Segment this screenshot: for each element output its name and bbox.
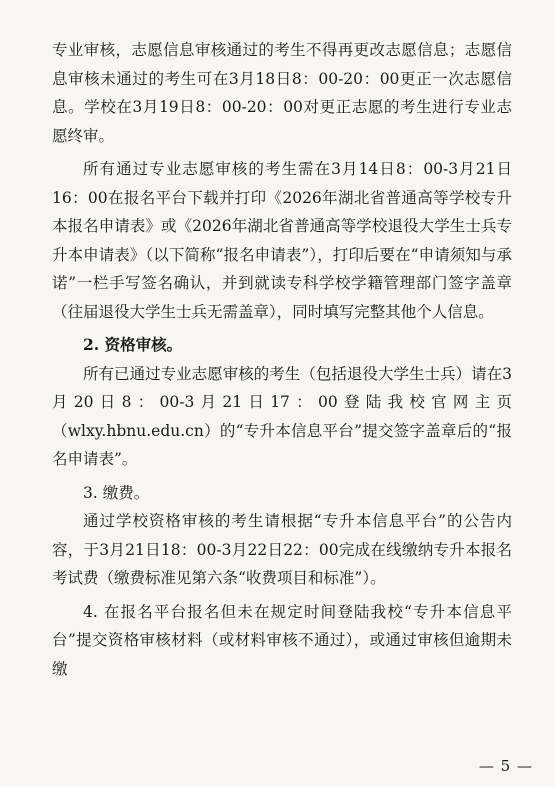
paragraph-qualification-review: 所有已通过专业志愿审核的考生（包括退役大学生士兵）请在3月20日8：00-3月21日17：00登陆我校官网主页（wlxy.hbnu.edu.cn）的“专升本信息平台”提交签字盖章后的“报名申请表”。: [52, 364, 512, 468]
paragraph-application-form: 所有通过专业志愿审核的考生需在3月14日8：00-3月21日16：00在报名平台下载并打印《2026年湖北省普通高等学校专升本报名申请表》或《2026年湖北省普通高等学校退役大学生士兵专升本申请表》（以下简称“报名申请表”），打印后要在“申请须知与承诺”一栏手写签名确认，并到就读专科学校学籍管理部门签字盖章（往届退役大学生士兵无需盖章），同时填写完整其他个人信息。: [52, 160, 512, 321]
document-body: [52, 36, 512, 683]
section-heading-payment: 3. 缴费。: [83, 483, 150, 502]
paragraph-profession-review: 专业审核，志愿信息审核通过的考生不得再更改志愿信息；志愿信息审核未通过的考生可在3月18日8：00-20：00更正一次志愿信息。学校在3月19日8：00-20：00对更正志愿的考生进行专业志愿终审。: [52, 41, 512, 145]
paragraph-payment: 通过学校资格审核的考生请根据“专升本信息平台”的公告内容，于3月21日18：00-3月22日22：00完成在线缴纳专升本报名考试费（缴费标准见第六条“收费项目和标准”）。: [52, 512, 512, 587]
section-heading-qualification-review: 2. 资格审核。: [83, 335, 183, 354]
paragraph-item-4: 4. 在报名平台报名但未在规定时间登陆我校“专升本信息平台”提交资格审核材料（或材料审核不通过），或通过审核但逾期未缴: [52, 602, 512, 678]
page-number: — 5 —: [478, 757, 533, 775]
